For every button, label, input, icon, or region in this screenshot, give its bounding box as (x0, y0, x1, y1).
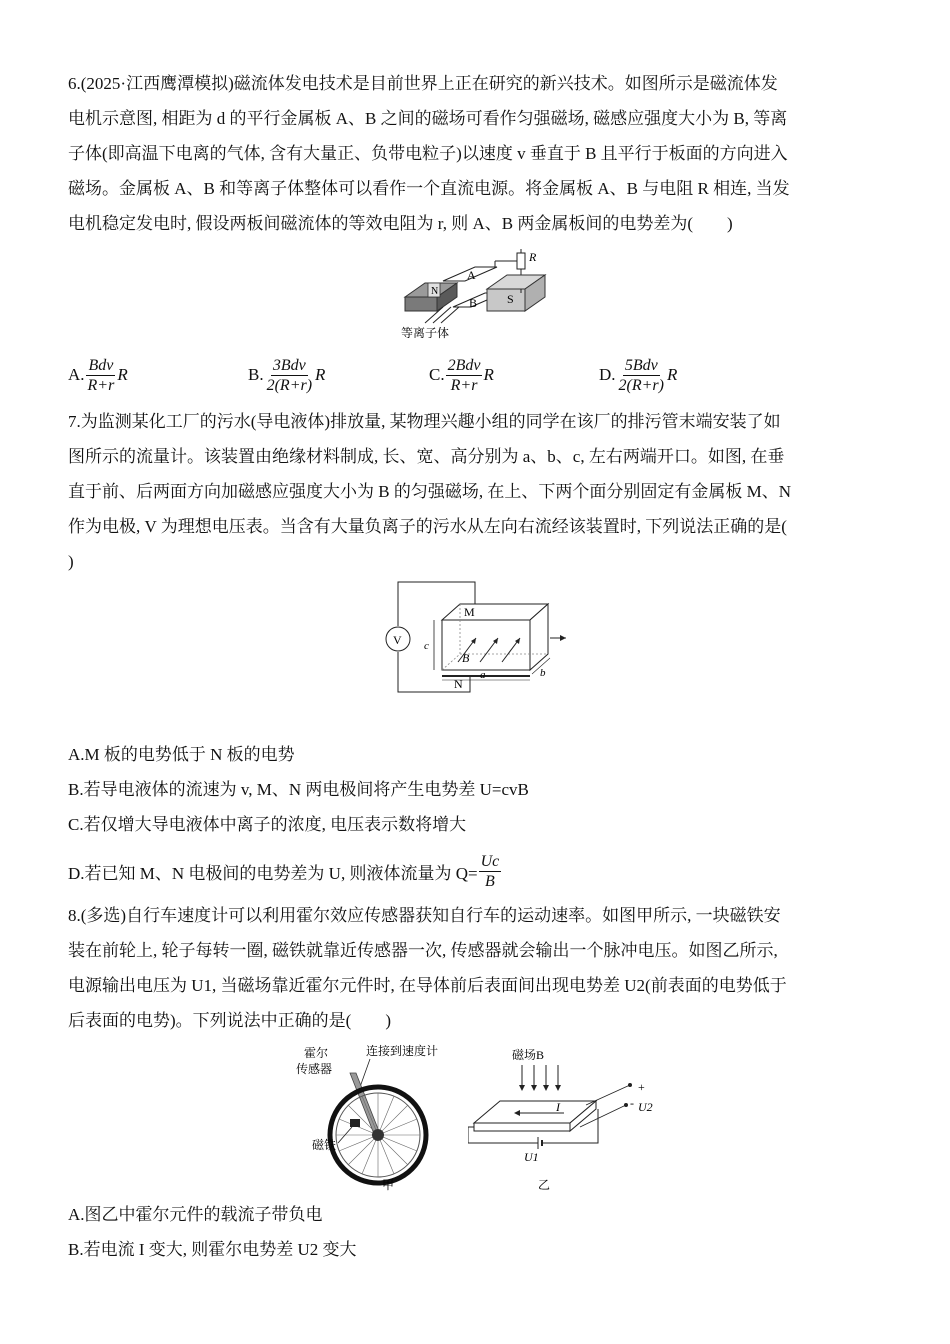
q8-options (68, 1197, 883, 1267)
q8-option-a[interactable]: A.图乙中霍尔元件的载流子带负电 (68, 1205, 323, 1224)
label-a: A (467, 268, 476, 282)
q7-option-a[interactable]: A.M 板的电势低于 N 板的电势 (68, 745, 295, 764)
label-m: M (464, 605, 475, 619)
hall-element-figure (468, 1043, 668, 1193)
label-r: R (529, 250, 537, 264)
q7-option-b[interactable]: B.若导电液体的流速为 v, M、N 两电极间将产生电势差 U=cvB (68, 780, 529, 799)
q8-line: 后表面的电势)。下列说法中正确的是( ) (68, 1011, 391, 1030)
sensor-label-1: 霍尔 (304, 1046, 329, 1060)
q7-line: 图所示的流量计。该装置由绝缘材料制成, 长、宽、高分别为 a、b、c, 左右两端开口。如图, 在垂 (68, 447, 785, 466)
question-7-text (68, 404, 883, 579)
label-b-dim: b (540, 667, 546, 679)
sensor-label-2: 传感器 (296, 1062, 333, 1076)
u2-label: U2 (638, 1100, 653, 1114)
q7-option-c[interactable]: C.若仅增大导电液体中离子的浓度, 电压表示数将增大 (68, 815, 467, 834)
minus-label: - (630, 1096, 634, 1110)
q6-option-b[interactable]: B. $\frac{\text{3Bdv}}{2(R+r)}$ R (248, 356, 326, 394)
q6-option-d[interactable]: D. $\frac{\text{5Bdv}}{2(R+r)}$ R (599, 356, 678, 394)
q6-line: 子体(即高温下电离的气体, 含有大量正、负带电粒子)以速度 v 垂直于 B 且平行于板面的方向进入 (68, 144, 788, 163)
q7-line: 7.为监测某化工厂的污水(导电液体)排放量, 某物理兴趣小组的同学在该厂的排污管末端安装了如 (68, 412, 781, 431)
q8-line: 电源输出电压为 U1, 当磁场靠近霍尔元件时, 在导体前后表面间出现电势差 U2(前表面的电势低于 (68, 976, 787, 995)
q8-line: 装在前轮上, 轮子每转一圈, 磁铁就靠近传感器一次, 传感器就会输出一个脉冲电压。如图乙所示, (68, 941, 778, 960)
label-b: B (469, 296, 478, 310)
plasma-caption: 等离子体 (401, 326, 450, 340)
bicycle-wheel-figure (290, 1043, 460, 1193)
plus-label: + (638, 1080, 645, 1094)
question-6-text (68, 66, 883, 241)
resistor-icon (517, 253, 525, 269)
q7-line: 直于前、后两面方向加磁感应强度大小为 B 的匀强磁场, 在上、下两个面分别固定有金属板 M、N (68, 482, 791, 501)
q6-option-a[interactable]: A. $\frac{\text{Bdv}}{R+r}$ R (68, 356, 128, 394)
q7-option-d[interactable]: D.若已知 M、N 电极间的电势差为 U, 则液体流量为 Q= $\frac{Uc}{B}$ (68, 852, 500, 890)
q8-line: 8.(多选)自行车速度计可以利用霍尔效应传感器获知自行车的运动速率。如图甲所示, 一块磁铁安 (68, 906, 781, 925)
connect-label: 连接到速度计 (366, 1044, 439, 1058)
magnet-label: 磁铁 (312, 1138, 337, 1152)
label-b-field: B (462, 651, 470, 665)
flowmeter-figure (380, 578, 580, 698)
q7-line: ) (68, 552, 74, 571)
magnet-icon (350, 1119, 360, 1127)
field-label: 磁场B (512, 1048, 545, 1062)
caption-right: 乙 (538, 1178, 551, 1192)
label-n-plate: N (454, 677, 463, 691)
label-a-dim: a (480, 669, 486, 681)
label-v: V (393, 633, 402, 647)
u1-label: U1 (524, 1150, 539, 1164)
q6-options (68, 352, 883, 398)
q6-line: 电机示意图, 相距为 d 的平行金属板 A、B 之间的磁场可看作匀强磁场, 磁感应强度大小为 B, 等离 (68, 109, 788, 128)
label-n: N (431, 286, 439, 297)
question-8-text (68, 898, 883, 1038)
q7-line: 作为电极, V 为理想电压表。当含有大量负离子的污水从左向右流经该装置时, 下列说法正确的是( (68, 517, 787, 536)
q6-option-c[interactable]: C. $\frac{\text{2Bdv}}{R+r}$ R (429, 356, 494, 394)
q6-line: 磁场。金属板 A、B 和等离子体整体可以看作一个直流电源。将金属板 A、B 与电阻 R 相连, 当发 (68, 179, 790, 198)
label-s: S (507, 292, 514, 306)
caption-left: 甲 (382, 1178, 395, 1192)
q7-options (68, 737, 883, 842)
q8-option-b[interactable]: B.若电流 I 变大, 则霍尔电势差 U2 变大 (68, 1240, 357, 1259)
current-label: I (556, 1100, 560, 1114)
q6-line: 电机稳定发电时, 假设两板间磁流体的等效电阻为 r, 则 A、B 两金属板间的电势差为( ) (68, 214, 733, 233)
q6-line: 6.(2025·江西鹰潭模拟)磁流体发电技术是目前世界上正在研究的新兴技术。如图所示是磁流体发 (68, 74, 778, 93)
mhd-generator-figure (395, 245, 555, 340)
label-c: c (424, 640, 429, 652)
